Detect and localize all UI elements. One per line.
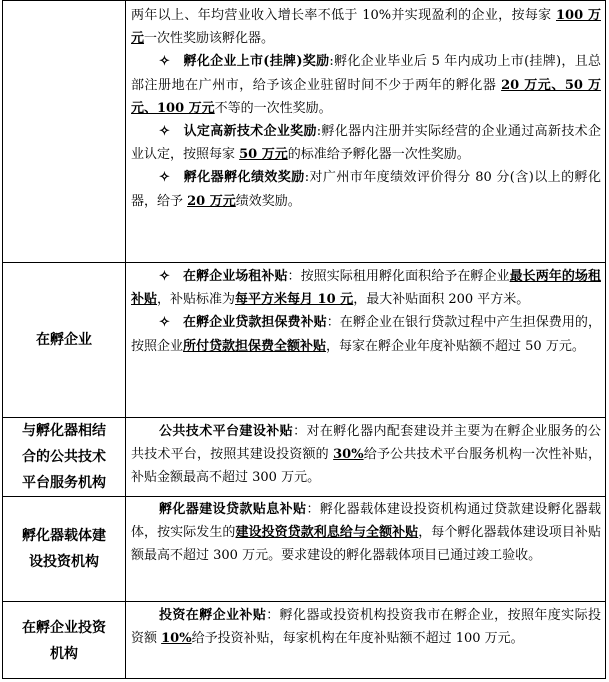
column-divider	[125, 1, 126, 678]
guarantee-subsidy-paragraph: ✧ 在孵企业贷款担保费补贴：在孵企业在银行贷款过程中产生担保费用的，按照企业所付贷款担保费全额补贴，每家在孵企业年度补贴额不超过 50 万元。	[131, 315, 601, 354]
investment-subsidy-cell	[131, 604, 601, 650]
loan-interest-subsidy-cell	[131, 498, 601, 568]
row-label-empty	[3, 1, 125, 262]
rent-subsidy-paragraph: ✧ 在孵企业场租补贴：按照实际租用孵化面积给予在孵企业最长两年的场租补贴，补贴标准为每平方米每月 10 元，最大补贴面积 200 平方米。	[131, 269, 601, 308]
performance-reward-paragraph: ✧ 孵化器孵化绩效奖励:对广州市年度绩效评价得分 80 分(含)以上的孵化器，给予 20 万元绩效奖励。	[131, 170, 601, 209]
platform-subsidy-cell	[131, 420, 601, 490]
platform-subsidy-paragraph: 公共技术平台建设补贴：对在孵化器内配套建设并主要为在孵企业服务的公共技术平台，按照其建设投资额的 30%给予公共技术平台服务机构一次性补贴，补贴金额最高不超过 300 万元。	[131, 424, 601, 486]
loan-interest-paragraph: 孵化器建设贷款贴息补贴：孵化器载体建设投资机构通过贷款建设孵化器载体，按实际发生的建设投资贷款利息给与全额补贴，每个孵化器载体建设项目补贴额最高不超过 300 万元。要求建设的孵化器载体项目已通过竣工验收。	[131, 502, 601, 564]
listing-reward-paragraph: ✧ 孵化企业上市(挂牌)奖励:孵化企业毕业后 5 年内成功上市(挂牌)，且总部注册地在广州市，给予该企业驻留时间不少于两年的孵化器 20 万元、50 万元、100 万元不等的一次性奖励。	[131, 54, 601, 116]
diamond-bullet-icon: ✧	[159, 170, 170, 186]
diamond-bullet-icon: ✧	[159, 124, 170, 140]
incubator-rewards-cell	[131, 4, 601, 213]
row-label-incubated-companies: 在孵企业	[36, 332, 92, 348]
hightech-reward-paragraph: ✧ 认定高新技术企业奖励:孵化器内注册并实际经营的企业通过高新技术企业认定，按照每家 50 万元的标准给予孵化器一次性奖励。	[131, 124, 601, 163]
incubated-subsidy-cell	[131, 265, 601, 358]
diamond-bullet-icon: ✧	[159, 315, 170, 331]
row-label-public-platform: 与孵化器相结 合的公共技术 平台服务机构	[22, 423, 106, 491]
growth-reward-paragraph: 两年以上、年均营业收入增长率不低于 10%并实现盈利的企业，按每家 100 万元一次性奖励该孵化器。	[131, 8, 601, 47]
diamond-bullet-icon: ✧	[159, 54, 170, 70]
diamond-bullet-icon: ✧	[159, 269, 170, 284]
investment-subsidy-paragraph: 投资在孵企业补贴：孵化器或投资机构投资我市在孵企业，按照年度实际投资额 10%给予投资补贴，每家机构在年度补贴额不超过 100 万元。	[131, 608, 601, 647]
policy-table	[2, 0, 606, 679]
row-label-carrier-investor: 孵化器载体建 设投资机构	[22, 528, 106, 570]
row-label-investment-institution: 在孵企业投资 机构	[22, 620, 106, 662]
